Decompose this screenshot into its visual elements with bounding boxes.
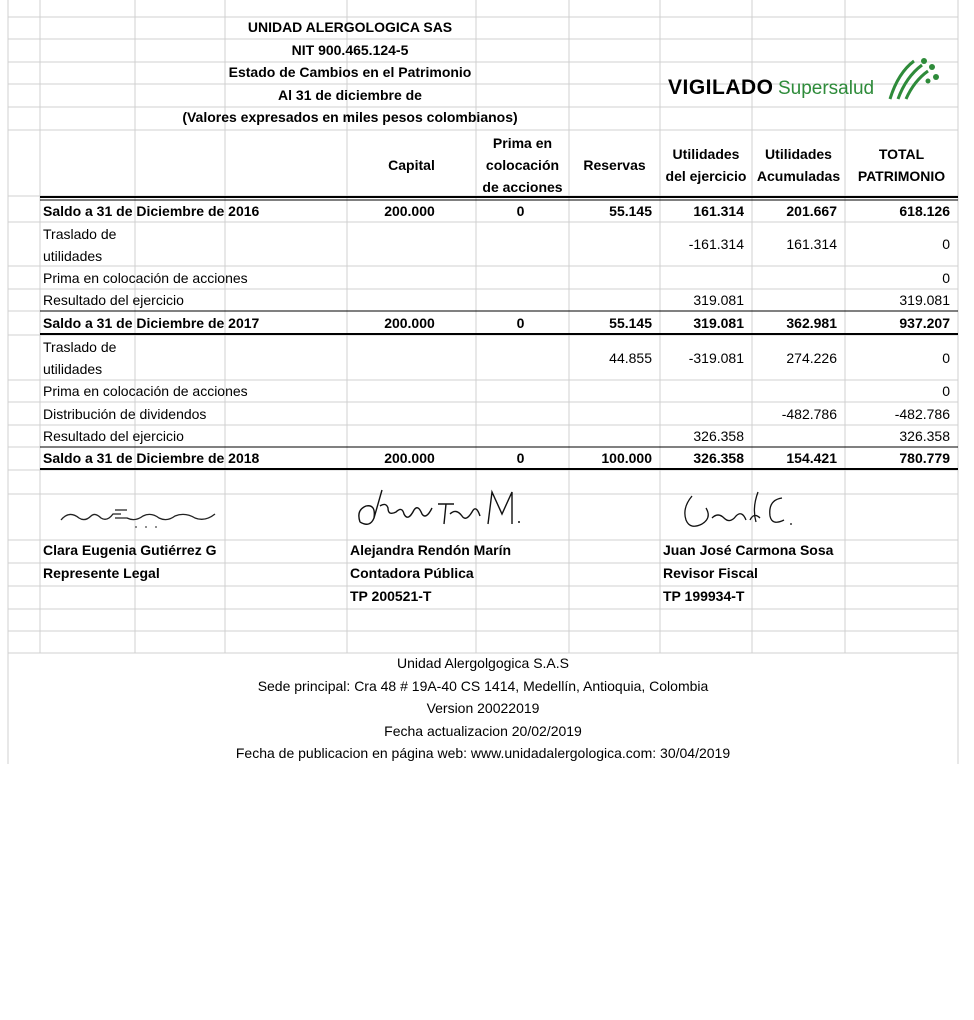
header-total-patrimonio bbox=[845, 143, 958, 187]
row-label: Saldo a 31 de Diciembre de 2016 bbox=[43, 203, 260, 219]
signer-name: Alejandra Rendón Marín bbox=[350, 542, 512, 558]
cell-util-acum: -482.786 bbox=[781, 405, 837, 422]
cell-util-ej: 326.358 bbox=[693, 450, 744, 466]
signer-name: Clara Eugenia Gutiérrez G bbox=[43, 542, 217, 558]
signature-clara bbox=[55, 500, 225, 532]
cell-util-acum: 201.667 bbox=[786, 203, 837, 219]
header-utilidades-acumuladas bbox=[752, 143, 845, 187]
signer-role: Revisor Fiscal bbox=[663, 565, 758, 581]
supersalud-swoosh-icon bbox=[884, 55, 942, 105]
cell-total: 0 bbox=[942, 236, 950, 252]
header-prima bbox=[476, 132, 569, 198]
cell-util-acum: 154.421 bbox=[786, 450, 837, 466]
cell-total: 780.779 bbox=[899, 450, 950, 466]
cell-total: 618.126 bbox=[899, 203, 950, 219]
signature-juan bbox=[672, 488, 802, 536]
logo-vigilado: VIGILADO bbox=[668, 76, 774, 99]
header-capital bbox=[347, 154, 476, 176]
units-note: (Valores expresados en miles pesos colombianos) bbox=[182, 109, 518, 125]
header-line: TOTAL bbox=[878, 146, 925, 162]
row-label: Resultado del ejercicio bbox=[43, 428, 184, 444]
footer-published: Fecha de publicacion en página web: www.unidadalergologica.com: 30/04/2019 bbox=[235, 745, 731, 761]
company-name: UNIDAD ALERGOLOGICA SAS bbox=[247, 19, 453, 35]
nit: NIT 900.465.124-5 bbox=[291, 42, 409, 58]
header-line: del ejercicio bbox=[665, 168, 747, 184]
row-label: Traslado de utilidades bbox=[43, 226, 117, 264]
cell-capital: 200.000 bbox=[384, 315, 435, 331]
cell-prima: 0 bbox=[516, 315, 525, 331]
cell-total: -482.786 bbox=[894, 405, 950, 422]
cell-util-ej: 161.314 bbox=[693, 203, 744, 219]
row-label: Saldo a 31 de Diciembre de 2017 bbox=[43, 315, 260, 331]
signer-tp: TP 199934-T bbox=[663, 588, 745, 604]
cell-util-ej: -161.314 bbox=[688, 236, 744, 252]
row-label: Resultado del ejercicio bbox=[43, 292, 184, 308]
row-label: Saldo a 31 de Diciembre de 2018 bbox=[43, 450, 260, 466]
cell-reservas: 55.145 bbox=[609, 203, 652, 219]
footer-version: Version 20022019 bbox=[426, 700, 540, 716]
cell-util-ej: -319.081 bbox=[688, 349, 744, 366]
header-line: Reservas bbox=[583, 157, 646, 173]
header-utilidades-ejercicio bbox=[660, 143, 752, 187]
cell-prima: 0 bbox=[516, 203, 525, 219]
cell-total: 0 bbox=[942, 383, 950, 399]
header-line: colocación bbox=[485, 157, 560, 173]
signature-alejandra bbox=[352, 484, 532, 536]
footer-updated: Fecha actualizacion 20/02/2019 bbox=[384, 723, 582, 739]
header-line: de acciones bbox=[482, 179, 563, 195]
signer-role: Represente Legal bbox=[43, 565, 160, 581]
header-line: Utilidades bbox=[765, 146, 832, 162]
signer-name: Juan José Carmona Sosa bbox=[663, 542, 834, 558]
cell-util-acum: 161.314 bbox=[786, 236, 837, 252]
cell-util-ej: 319.081 bbox=[693, 315, 744, 331]
cell-reservas: 44.855 bbox=[609, 349, 652, 366]
row-label: Traslado de utilidades bbox=[43, 339, 117, 377]
cell-total: 319.081 bbox=[899, 292, 950, 308]
statement-date: Al 31 de diciembre de bbox=[278, 87, 422, 103]
header-line: Prima en bbox=[492, 135, 553, 151]
cell-total: 0 bbox=[942, 349, 950, 366]
cell-util-acum: 274.226 bbox=[786, 349, 837, 366]
cell-reservas: 55.145 bbox=[609, 315, 652, 331]
header-line: Capital bbox=[388, 157, 435, 173]
header-line: Acumuladas bbox=[756, 168, 841, 184]
cell-total: 937.207 bbox=[899, 315, 950, 331]
cell-total: 326.358 bbox=[899, 428, 950, 444]
statement-title: Estado de Cambios en el Patrimonio bbox=[228, 64, 472, 80]
signer-role: Contadora Pública bbox=[350, 565, 474, 581]
footer-address: Sede principal: Cra 48 # 19A-40 CS 1414, Medellín, Antioquia, Colombia bbox=[257, 678, 709, 694]
row-label: Distribución de dividendos bbox=[43, 405, 207, 422]
row-label: Prima en colocación de acciones bbox=[43, 383, 248, 399]
cell-capital: 200.000 bbox=[384, 203, 435, 219]
cell-capital: 200.000 bbox=[384, 450, 435, 466]
header-reservas bbox=[569, 154, 660, 176]
logo-supersalud: Supersalud bbox=[777, 78, 875, 99]
cell-util-acum: 362.981 bbox=[786, 315, 837, 331]
header-line: Utilidades bbox=[672, 146, 740, 162]
cell-reservas: 100.000 bbox=[601, 450, 652, 466]
header-line: PATRIMONIO bbox=[857, 168, 946, 184]
footer-company: Unidad Alergolgogica S.A.S bbox=[397, 655, 569, 671]
cell-util-ej: 326.358 bbox=[693, 428, 744, 444]
cell-total: 0 bbox=[942, 269, 950, 286]
vigilado-supersalud-logo bbox=[668, 76, 874, 100]
cell-util-ej: 319.081 bbox=[693, 292, 744, 308]
row-label: Prima en colocación de acciones bbox=[43, 269, 248, 286]
cell-prima: 0 bbox=[516, 450, 525, 466]
signer-tp: TP 200521-T bbox=[350, 588, 432, 604]
